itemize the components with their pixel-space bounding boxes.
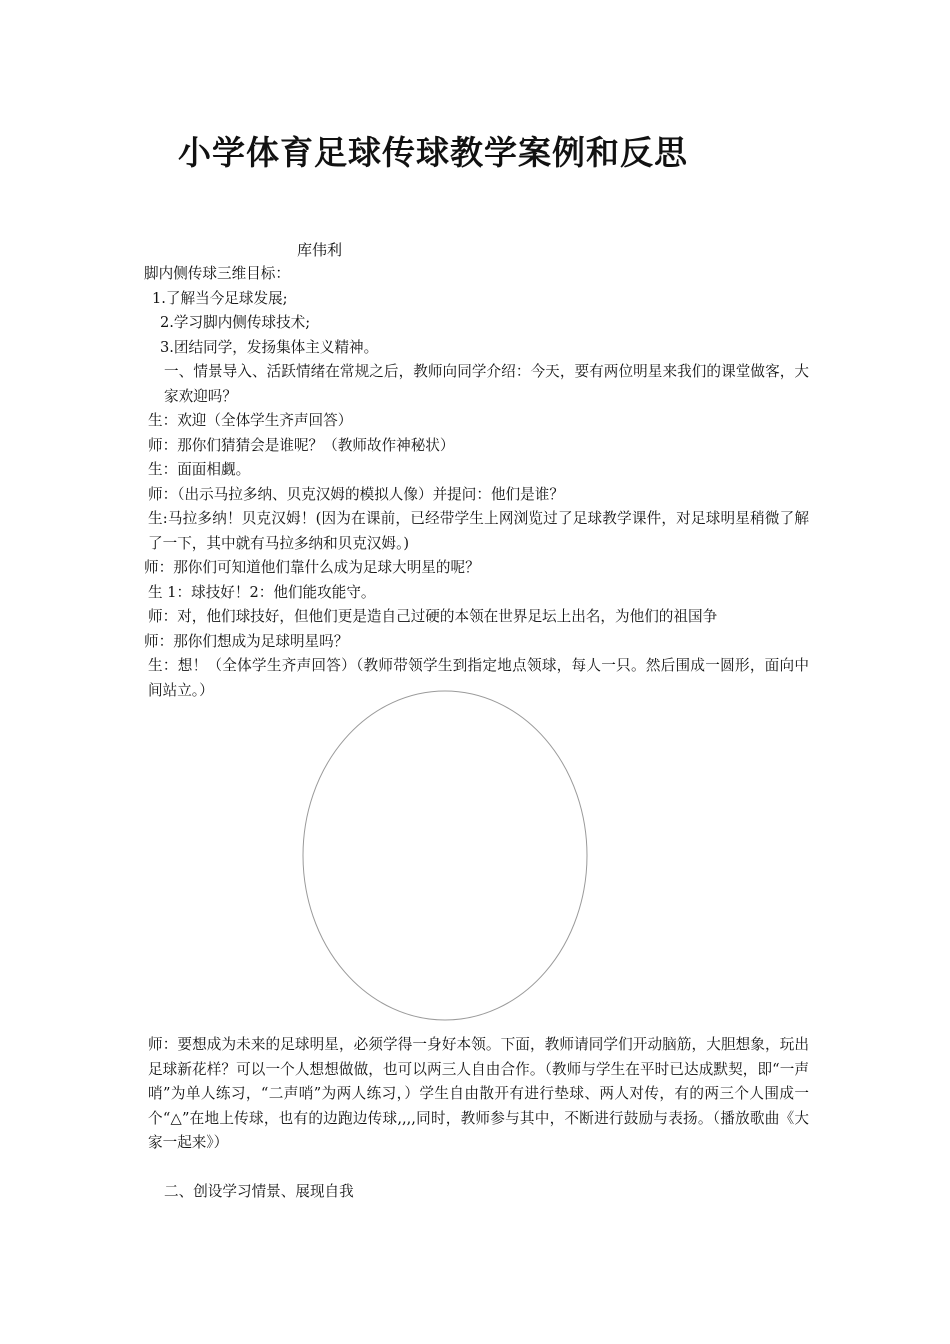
paragraph: 师：要想成为未来的足球明星，必须学得一身好本领。下面，教师请同学们开动脑筋，大胆想象，玩出足球新花样？可以一个人想想做做，也可以两三人自由合作。（教师与学生在平时已达成默契，即“一声哨”为单人练习，“二声哨”为两人练习，）学生自由散开有进行垫球、两人对传，有的两三个人围成一个“△”在地上传球，也有的边跑边传球,,,,同时，教师参与其中，不断进行鼓励与表扬。（播放歌曲《大家一起来》） [148,1036,809,1151]
paragraph: 生：想！（全体学生齐声回答）（教师带领学生到指定地点领球，每人一只。然后围成一圆形，面向中间站立。） [148,657,809,699]
paragraph: 师：（出示马拉多纳、贝克汉姆的模拟人像）并提问：他们是谁？ [148,485,564,503]
paragraph: 师：对，他们球技好，但他们更是造自己过硬的本领在世界足坛上出名，为他们的祖国争 [148,608,718,625]
paragraph: 生：面面相觑。 [148,461,251,478]
circle-formation-figure [302,690,588,1021]
text-block-upper [144,262,809,703]
paragraph: 脚内侧传球三维目标： [144,265,290,282]
paragraph: 生 1：球技好！2：他们能攻能守。 [148,583,376,601]
author-name: 库伟利 [297,241,343,259]
paragraph: 生：欢迎（全体学生齐声回答） [148,412,353,429]
section-heading: 二、创设学习情景、展现自我 [164,1183,354,1200]
document-title: 小学体育足球传球教学案例和反思 [178,133,688,172]
paragraph: 师：那你们想成为足球明星吗？ [144,632,349,650]
paragraph: 一、情景导入、活跃情绪在常规之后，教师向同学介绍：今天，要有两位明星来我们的课堂做客，大家欢迎吗？ [164,363,809,405]
paragraph: 2.学习脚内侧传球技术; [160,314,311,331]
paragraph: 3.团结同学，发扬集体主义精神。 [160,338,379,356]
paragraph: 师：那你们猜猜会是谁呢？（教师故作神秘状） [148,436,455,454]
circle-outline-shape [302,690,588,1021]
paragraph: 师：那你们可知道他们靠什么成为足球大明星的呢？ [144,559,480,576]
text-block-lower [144,1033,809,1205]
paragraph: 生:马拉多纳！贝克汉姆！(因为在课前，已经带学生上网浏览过了足球教学课件，对足球明星稍微了解了一下，其中就有马拉多纳和贝克汉姆。) [148,510,809,552]
paragraph: 1.了解当今足球发展; [152,289,288,307]
